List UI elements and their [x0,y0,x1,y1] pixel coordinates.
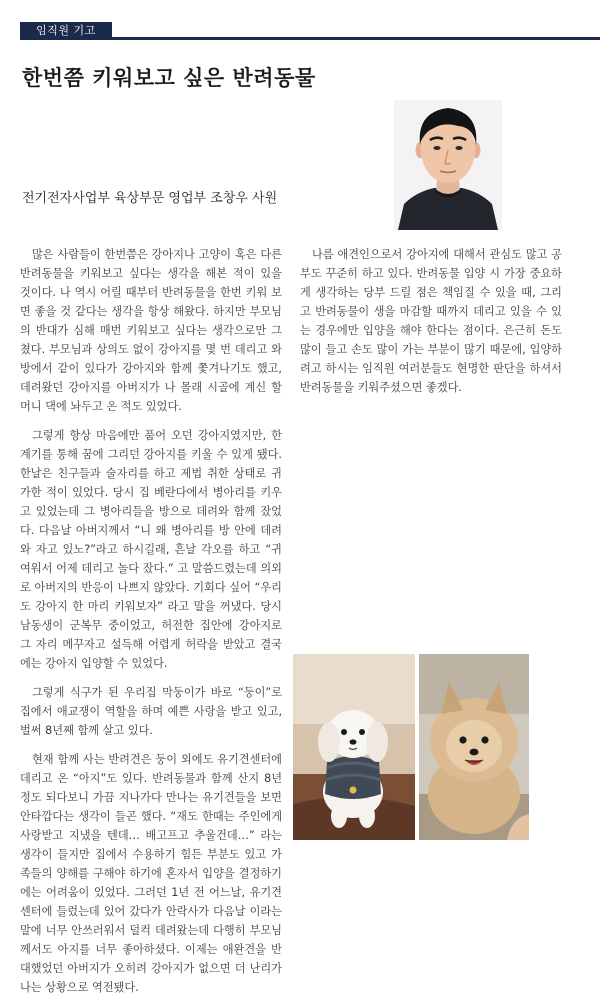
article-title: 한번쯤 키워보고 싶은 반려동물 [22,66,316,90]
paragraph: 많은 사람들이 한번쯤은 강아지나 고양이 혹은 다른 반려동물을 키워보고 싶다는 생각을 해본 적이 있을 것이다. 나 역시 어릴 때부터 반려동물을 한번 키워 보면 좋을 것 같다는 생각을 항상 해왔다. 하지만 부모님의 반대가 심해 매번 키워보고 싶다는 생각으로만 그쳤다. 부모님과 상의도 없이 강아지를 몇 번 데리고 와 방에서 같이 있다가 강아지와 함께 쫓겨나기도 했고, 데려왔던 강아지를 아버지가 나 몰래 시골에 계신 할머니 댁에 놔두고 온 적도 있었다. [20,248,282,413]
article-column-right [300,245,562,407]
paragraph: 현재 함께 사는 반려견은 둥이 외에도 유기견센터에 데리고 온 “아지”도 있다. 반려동물과 함께 산지 8년 정도 되다보니 가끔 지나가다 만나는 유기견들을 보면 안타깝다는 생각이 들곤 했다. “재도 한때는 주인에게 사랑받고 지냈을 텐데… 배고프고 추울건데…” 라는 생각이 들지만 집에서 수용하기 힘든 부분도 있고 가족들의 양해를 구해야 하기에 혼자서 입양을 결정하기에는 어려움이 있었다. 그러던 1년 전 어느날, 유기견센터에 들렀는데 있어 갔다가 안락사가 다음날 이라는 말에 너무 안쓰러워서 덜컥 데려왔는데 다행히 부모님께서도 아지를 너무 좋아하셨다. 이제는 애완견을 반대했었던 아버지가 오히려 강아지가 없으면 더 난리가 나는 상황으로 역전됐다. [20,753,282,994]
paragraph: 그렇게 항상 마음에만 품어 오던 강아지였지만, 한 계기를 통해 꿈에 그리던 강아지를 키울 수 있게 됐다. 한날은 친구들과 술자리를 하고 제법 취한 상태로 귀가한 적이 있었다. 당시 집 베란다에서 병아리를 키우고 있었는데 그 병아리들을 방으로 데려와 함께 잤었다. 다음날 아버지께서 “니 왜 병아리를 방 안에 데려와 자고 있노?”라고 하시길래, 흔날 각오를 하고 “귀여워서 어제 데리고 놀다 잤다.” 고 말씀드렸는데 의외로 아버지의 반응이 나쁘지 않았다. 기회다 싶어 “우리도 강아지 한 마리 키워보자” 라고 말을 꺼냈다. 당시 남동생이 군복무 중이었고, 허전한 집안에 강아지로 그 자리 메꾸자고 설득해 어렵게 허락을 받았고 결국에는 강아지 입양할 수 있었다. [20,429,282,670]
dog-photo-pomeranian [419,654,529,840]
section-label: 임직원 기고 [20,22,112,40]
article-column-left [20,245,282,997]
paragraph: 그렇게 식구가 된 우리집 막둥이가 바로 “둥이”로 집에서 애교쟁이 역할을 하며 예쁜 사랑을 받고 있고, 벌써 8년째 함께 살고 있다. [20,686,282,737]
paragraph: 나름 애견인으로서 강아지에 대해서 관심도 많고 공부도 꾸준히 하고 있다. 반려동물 입양 시 가장 중요하게 생각하는 당부 드릴 점은 책임질 수 있을 때, 그리고 반려동물이 생을 마감할 때까지 데리고 있을 수 있는 경우에만 입양을 해야 한다는 점이다. 은근히 돈도 많이 들고 손도 많이 가는 부분이 많기 때문에, 입양하려고 하시는 임직원 여러분들도 현명한 판단을 하셔서 반려동물을 키워주셨으면 좋겠다. [300,248,562,394]
dog-photo-white-maltese [293,654,415,840]
section-divider [112,37,600,40]
author-byline: 전기전자사업부 육상부문 영업부 조창우 사원 [22,191,278,206]
author-photo [394,100,502,230]
